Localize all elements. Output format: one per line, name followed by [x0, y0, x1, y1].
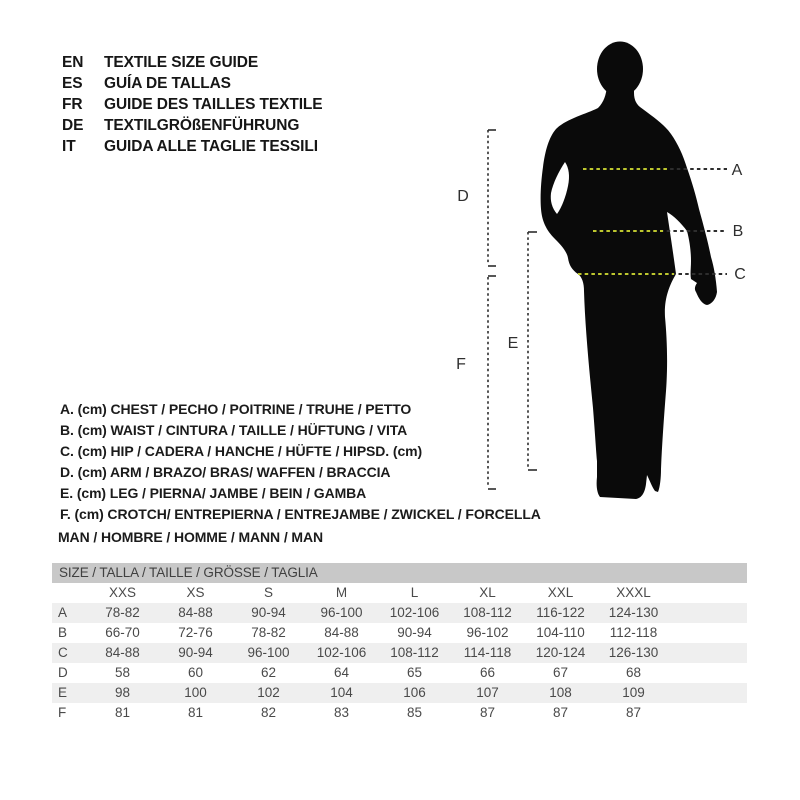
size-cell: 87 — [552, 705, 569, 720]
language-row — [62, 73, 323, 94]
size-cell: 96-100 — [247, 645, 290, 660]
size-cell: 84-88 — [178, 605, 213, 620]
language-code: EN — [62, 54, 84, 71]
language-row — [62, 52, 323, 73]
measurement-legend — [60, 399, 541, 525]
size-cell: 108-112 — [463, 605, 512, 620]
size-cell: 96-100 — [320, 605, 363, 620]
language-code: IT — [62, 138, 76, 155]
size-cell: 102 — [257, 685, 280, 700]
man-silhouette — [541, 42, 717, 500]
measurement-line: C. (cm) HIP / CADERA / HANCHE / HÜFTE / HIPSD. (cm) — [60, 443, 423, 459]
row-label: C — [58, 645, 68, 660]
table-row — [52, 683, 747, 703]
language-code: ES — [62, 75, 83, 92]
table-row — [52, 603, 747, 623]
row-label: B — [58, 625, 68, 640]
row-label: F — [58, 705, 67, 720]
size-cell: 81 — [114, 705, 131, 720]
language-label: TEXTILE SIZE GUIDE — [104, 54, 259, 71]
size-cell: 66 — [479, 665, 496, 680]
table-row — [52, 643, 747, 663]
label-F: F — [456, 356, 466, 373]
size-table-title: SIZE / TALLA / TAILLE / GRÖSSE / TAGLIA — [52, 563, 747, 583]
size-cell: 84-88 — [324, 625, 359, 640]
language-code: DE — [62, 117, 84, 134]
size-cell: 124-130 — [608, 605, 659, 620]
size-cell: 87 — [625, 705, 642, 720]
size-cell: 64 — [333, 665, 350, 680]
size-cell: 108-112 — [390, 645, 439, 660]
size-cell: 66-70 — [105, 625, 140, 640]
size-column-header: XXXL — [616, 585, 651, 600]
size-cell: 116-122 — [536, 605, 585, 620]
language-row — [62, 94, 323, 115]
language-label: TEXTILGRÖßENFÜHRUNG — [104, 117, 300, 134]
measurement-line: A. (cm) CHEST / PECHO / POITRINE / TRUHE / PETTO — [60, 401, 412, 417]
size-cell: 126-130 — [608, 645, 659, 660]
label-D: D — [457, 188, 469, 205]
size-cell: 67 — [552, 665, 569, 680]
size-cell: 65 — [406, 665, 423, 680]
label-B: B — [732, 223, 744, 240]
size-cell: 78-82 — [251, 625, 286, 640]
size-cell: 106 — [403, 685, 426, 700]
size-cell: 68 — [625, 665, 642, 680]
label-E: E — [507, 335, 519, 352]
language-code: FR — [62, 96, 83, 113]
size-column-header: M — [335, 585, 348, 600]
row-label: A — [58, 605, 68, 620]
size-column-header: S — [263, 585, 273, 600]
size-cell: 82 — [260, 705, 277, 720]
row-label: D — [58, 665, 68, 680]
size-corner-cell — [52, 583, 86, 603]
size-cell: 60 — [187, 665, 204, 680]
language-list — [62, 52, 323, 157]
size-column-header: XS — [186, 585, 205, 600]
gender-line: MAN / HOMBRE / HOMME / MANN / MAN — [58, 529, 324, 545]
size-cell: 96-102 — [466, 625, 509, 640]
size-cell: 107 — [476, 685, 499, 700]
label-C: C — [734, 266, 746, 283]
size-cell: 78-82 — [105, 605, 140, 620]
size-column-header: XXL — [547, 585, 574, 600]
row-label: E — [58, 685, 68, 700]
size-cell: 109 — [622, 685, 645, 700]
table-row — [52, 623, 747, 643]
size-cell: 58 — [114, 665, 131, 680]
size-table — [52, 563, 747, 723]
size-column-header: XXS — [108, 585, 136, 600]
size-cell: 81 — [187, 705, 204, 720]
measurement-line: E. (cm) LEG / PIERNA/ JAMBE / BEIN / GAMBA — [60, 485, 367, 501]
size-cell: 100 — [184, 685, 207, 700]
size-cell: 102-106 — [316, 645, 367, 660]
table-row — [52, 703, 747, 723]
size-column-header-row — [52, 583, 747, 603]
size-cell: 84-88 — [105, 645, 140, 660]
size-column-header: L — [410, 585, 419, 600]
measurement-line: F. (cm) CROTCH/ ENTREPIERNA / ENTREJAMBE / ZWICKEL / FORCELLA — [60, 506, 541, 522]
size-cell: 62 — [260, 665, 277, 680]
measurement-line: B. (cm) WAIST / CINTURA / TAILLE / HÜFTUNG / VITA — [60, 422, 408, 438]
language-label: GUIDE DES TAILLES TEXTILE — [104, 96, 323, 113]
size-cell: 72-76 — [178, 625, 213, 640]
size-cell: 120-124 — [535, 645, 586, 660]
size-cell: 102-106 — [389, 605, 440, 620]
size-cell: 87 — [479, 705, 496, 720]
size-cell: 98 — [114, 685, 131, 700]
size-cell: 90-94 — [251, 605, 286, 620]
measurement-line: D. (cm) ARM / BRAZO/ BRAS/ WAFFEN / BRACCIA — [60, 464, 391, 480]
table-row — [52, 663, 747, 683]
size-table-body — [52, 603, 747, 723]
size-cell: 90-94 — [397, 625, 432, 640]
size-cell: 108 — [549, 685, 572, 700]
size-cell: 114-118 — [463, 645, 512, 660]
size-cell: 83 — [333, 705, 350, 720]
language-row — [62, 115, 323, 136]
language-label: GUIDA ALLE TAGLIE TESSILI — [104, 138, 318, 155]
size-cell: 112-118 — [609, 625, 658, 640]
size-cell: 90-94 — [178, 645, 213, 660]
language-row — [62, 136, 323, 157]
size-cell: 104 — [330, 685, 353, 700]
size-cell: 104-110 — [536, 625, 585, 640]
language-label: GUÍA DE TALLAS — [104, 75, 231, 92]
size-cell: 85 — [406, 705, 423, 720]
size-column-header: XL — [479, 585, 496, 600]
label-A: A — [731, 162, 743, 179]
